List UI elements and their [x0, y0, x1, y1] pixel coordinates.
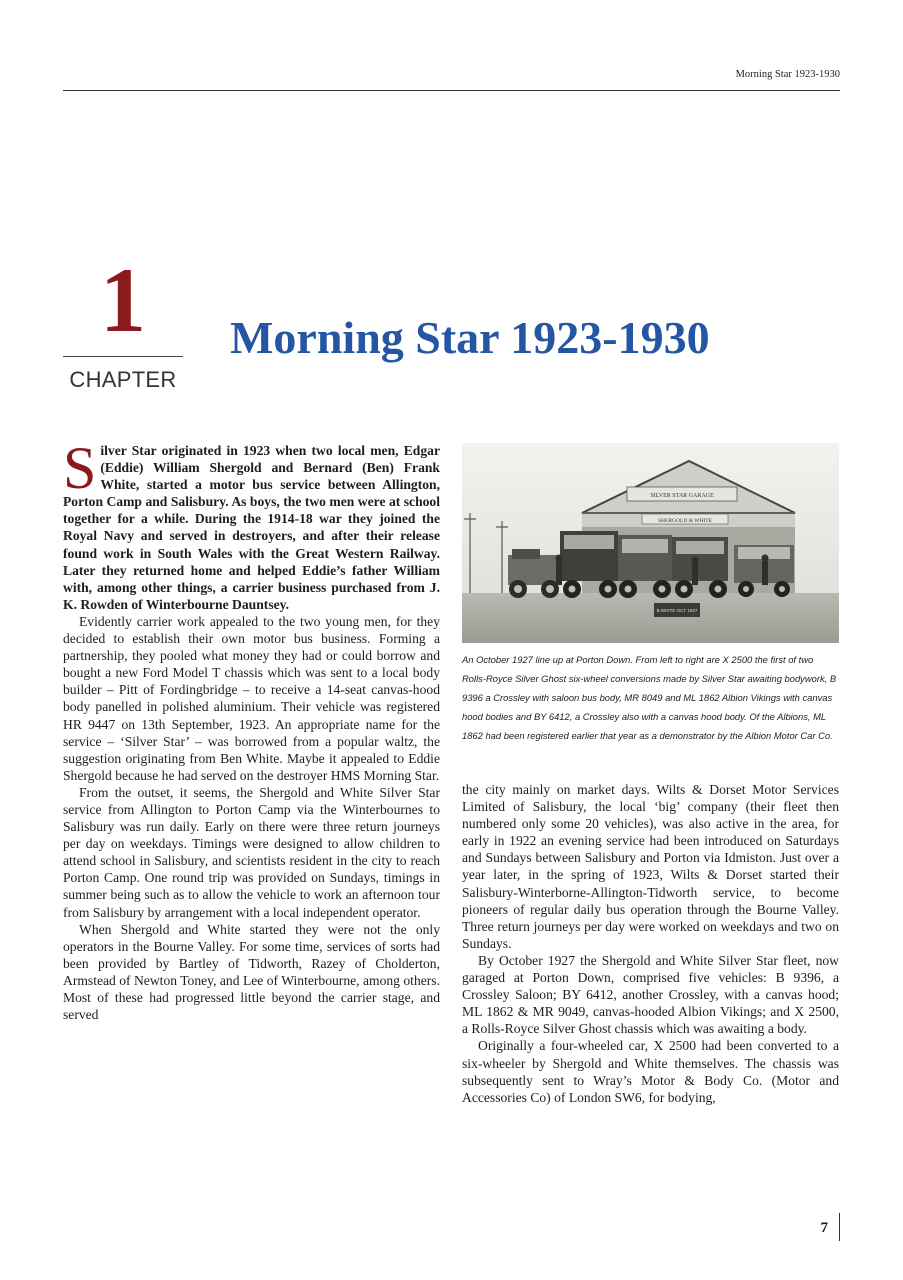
body-paragraph: Originally a four-wheeled car, X 2500 had been converted to a six-wheeler by Shergold and White themselves. The chassis was subsequently sent to Wray’s Motor & Body Co. (Motor and Accessories Co) of London SW6, for bodying,	[462, 1038, 839, 1105]
chapter-number: 1	[100, 249, 146, 351]
chapter-label: CHAPTER	[69, 367, 177, 392]
body-paragraph: the city mainly on market days. Wilts & Dorset Motor Services Limited of Salisbury, the local ‘big’ company (their fleet then numbered only some 20 vehicles), was also active in the area, for early in 1922 an evening service had been introduced on Saturdays and Sundays between Salisbury and Porton via Idmiston. Just over a year later, in the spring of 1923, Wilts & Dorset started their Salisbury-Winterborne-Allington-Tidworth service, to become pioneers of regular daily bus operation through the Bourne Valley. Three return journeys per day were worked on weekdays and two on Sundays.	[462, 782, 839, 951]
header-rule	[63, 90, 840, 91]
lead-text: ilver Star originated in 1923 when two local men, Edgar (Eddie) William Shergold and Bernard (Ben) Frank White, started a motor bus service between Allington, Porton Camp and Salisbury. As boys, the two men were at school together for a while. During the 1914-18 war they joined the Royal Navy and served in destroyers, and after their release found work in South Wales with the Great Western Railway. Later they returned home and helped Eddie’s father William with, among other things, a carrier business purchased from J. K. Rowden of Winterbourne Dauntsey.	[63, 443, 440, 612]
page-number-rule	[839, 1213, 840, 1241]
running-head: Morning Star 1923-1930	[735, 69, 840, 80]
ground	[462, 593, 839, 643]
right-column	[462, 781, 839, 1106]
garage-sign-top: SILVER STAR GARAGE	[650, 493, 714, 499]
drop-cap: S	[63, 435, 97, 501]
body-paragraph: By October 1927 the Shergold and White Silver Star fleet, now garaged at Porton Down, comprised five vehicles: B 9396, a Crossley Saloon; BY 6412, another Crossley, with a canvas hood; ML 1862 & MR 9049, canvas-hooded Albion Vikings; and X 2500, a Rolls-Royce Silver Ghost chassis which was awaiting a body.	[462, 952, 839, 1037]
garage-photo	[462, 443, 839, 643]
lead-paragraph	[63, 435, 440, 613]
page-number: 7	[820, 1220, 828, 1236]
chapter-rule	[63, 356, 183, 357]
left-column	[63, 435, 440, 1023]
chapter-title: Morning Star 1923-1930	[230, 312, 710, 363]
photo-caption: An October 1927 line up at Porton Down. From left to right are X 2500 the first of two Rolls-Royce Silver Ghost six-wheel conversions made by Silver Star awaiting bodywork, B 9396 a Crossley with saloon bus body, MR 8049 and ML 1862 Albion Vikings with canvas hood bodies and BY 6412, a Crossley also with a canvas hood body. Of the Albions, ML 1862 had been registered earlier that year as a demonstrator by the Albion Motor Car Co.	[462, 654, 837, 741]
body-paragraph: Evidently carrier work appealed to the two young men, for they decided to establish their own motor bus business. Forming a partnership, they pooled what money they had or could borrow and bought a new Ford Model T chassis which was sent to a local body builder – Pitt of Fordingbridge – to receive a 14-seat canvas-hood body panelled in polished aluminium. Their vehicle was registered HR 9447 on 13th September, 1923. An appropriate name for the service – ‘Silver Star’ – was borrowed from a popular waltz, the suggestion originating from Ben White. Maybe it appealed to Eddie Shergold because he had served on the destroyer HMS Morning Star.	[63, 613, 440, 783]
garage-sign-bottom: SHERGOLD & WHITE	[658, 518, 712, 524]
body-paragraph: When Shergold and White started they were not the only operators in the Bourne Valley. For some time, services of sorts had been provided by Bartley of Tidworth, Razey of Cholderton, Armstead of Newton Toney, and Lee of Winterbourne, among others. Most of these had progressed little beyond the carrier stage, and served	[63, 921, 440, 1023]
body-paragraph: From the outset, it seems, the Shergold and White Silver Star service from Allington to Porton Camp via the Winterbournes to Salisbury was run daily. Early on there were three return journeys per day on weekdays. Timings were designed to allow children to attend school in Salisbury, and scientists resident in the city to reach Porton Camp. One round trip was provided on Sundays, timings in summer being such as to allow the vehicle to work an afternoon tour from Salisbury by arrangement with a local independent operator.	[63, 784, 440, 920]
date-plate-text: B.WHITE OCT 1927	[656, 608, 698, 613]
